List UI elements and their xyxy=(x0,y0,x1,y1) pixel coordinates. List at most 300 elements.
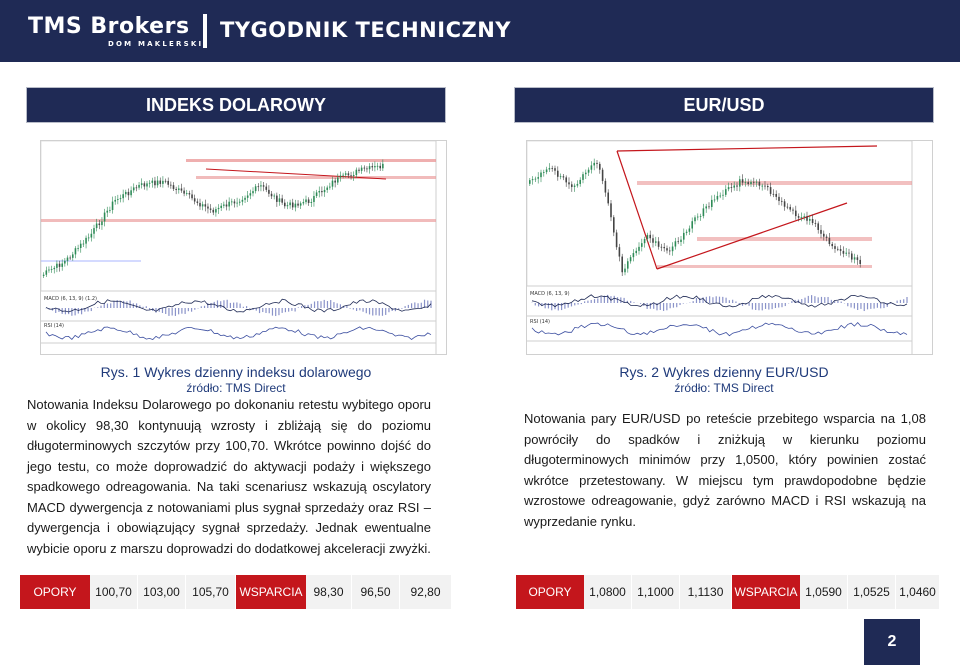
candle-body xyxy=(356,170,358,175)
macd-histogram-bar xyxy=(220,301,221,308)
candle-body xyxy=(361,168,363,171)
macd-histogram-bar xyxy=(55,308,56,313)
candle-body xyxy=(305,199,307,202)
candle-body xyxy=(337,177,339,182)
candle-body xyxy=(605,181,607,193)
macd-histogram-bar xyxy=(146,306,147,308)
resistance-value: 103,00 xyxy=(138,575,186,609)
candle-body xyxy=(801,217,803,218)
candle-body xyxy=(114,200,116,202)
macd-histogram-bar xyxy=(614,296,615,303)
macd-histogram-bar xyxy=(791,301,792,303)
macd-histogram-bar xyxy=(295,308,296,312)
resistance-value: 1,1000 xyxy=(632,575,680,609)
candle-body xyxy=(99,224,101,226)
candle-body xyxy=(350,175,352,176)
macd-histogram-bar xyxy=(421,303,422,308)
candle-body xyxy=(733,186,735,188)
macd-histogram-bar xyxy=(97,307,98,308)
macd-histogram-bar xyxy=(353,308,354,310)
macd-histogram-bar xyxy=(850,303,851,307)
candle-body xyxy=(529,180,531,184)
candle-body xyxy=(812,219,814,223)
macd-histogram-bar xyxy=(395,308,396,311)
candle-body xyxy=(318,191,320,192)
candle-body xyxy=(77,248,79,249)
macd-histogram-bar xyxy=(298,307,299,308)
candle-body xyxy=(703,208,705,216)
macd-histogram-bar xyxy=(564,303,565,309)
candle-body xyxy=(133,187,135,190)
candle-body xyxy=(120,198,122,199)
macd-histogram-bar xyxy=(230,303,231,308)
candle-body xyxy=(753,182,755,183)
candle-body xyxy=(228,202,230,207)
candle-body xyxy=(616,232,618,247)
macd-histogram-bar xyxy=(408,305,409,308)
candle-body xyxy=(551,168,553,169)
macd-histogram-bar xyxy=(867,303,868,309)
candle-body xyxy=(183,191,185,194)
candle-body xyxy=(324,190,326,192)
candle-body xyxy=(708,206,710,207)
macd-histogram-bar xyxy=(227,300,228,308)
candle-body xyxy=(207,207,209,209)
candle-body xyxy=(178,188,180,189)
candle-body xyxy=(680,240,682,242)
macd-histogram-bar xyxy=(666,303,667,310)
candle-body xyxy=(613,217,615,232)
macd-histogram-bar xyxy=(709,296,710,303)
macd-histogram-bar xyxy=(811,295,812,303)
candle-body xyxy=(537,177,539,179)
macd-histogram-bar xyxy=(162,308,163,313)
macd-histogram-bar xyxy=(259,308,260,313)
candle-body xyxy=(67,258,69,261)
candle-body xyxy=(658,241,660,246)
macd-histogram-bar xyxy=(382,308,383,316)
candle-body xyxy=(141,183,143,185)
candle-body xyxy=(377,166,379,167)
candle-body xyxy=(69,258,71,259)
candle-body xyxy=(778,197,780,201)
candle-body xyxy=(582,174,584,180)
macd-histogram-bar xyxy=(749,303,750,306)
candle-body xyxy=(170,185,172,186)
candle-body xyxy=(72,254,74,257)
macd-histogram-bar xyxy=(340,304,341,308)
macd-histogram-bar xyxy=(870,303,871,309)
macd-histogram-bar xyxy=(633,302,634,303)
macd-histogram-bar xyxy=(897,301,898,303)
candle-body xyxy=(154,181,156,186)
candle-body xyxy=(276,196,278,202)
macd-histogram-bar xyxy=(327,301,328,308)
macd-histogram-bar xyxy=(768,303,769,310)
macd-histogram-bar xyxy=(359,308,360,310)
eurusd-chart xyxy=(526,140,933,355)
candle-body xyxy=(345,173,347,174)
macd-histogram-bar xyxy=(775,303,776,308)
candle-body xyxy=(334,181,336,183)
section-title-dollar-index: INDEKS DOLAROWY xyxy=(27,88,445,122)
macd-histogram-bar xyxy=(804,298,805,303)
figure-2-source: źródło: TMS Direct xyxy=(674,381,774,395)
candle-body xyxy=(761,186,763,187)
macd-histogram-bar xyxy=(729,300,730,303)
candle-body xyxy=(557,171,559,177)
candle-body xyxy=(689,229,691,232)
candle-body xyxy=(574,186,576,187)
candle-body xyxy=(535,179,537,180)
candle-body xyxy=(859,260,861,264)
candle-body xyxy=(231,201,233,202)
candle-body xyxy=(722,195,724,196)
macd-histogram-bar xyxy=(233,303,234,308)
macd-histogram-bar xyxy=(755,303,756,310)
candle-body xyxy=(787,207,789,208)
macd-histogram-bar xyxy=(831,300,832,303)
macd-histogram-bar xyxy=(778,303,779,308)
macd-histogram-bar xyxy=(874,303,875,309)
macd-histogram-bar xyxy=(372,308,373,316)
candle-body xyxy=(739,179,741,186)
candle-body xyxy=(621,257,623,273)
macd-histogram-bar xyxy=(188,308,189,311)
candle-body xyxy=(543,172,545,173)
candle-body xyxy=(655,241,657,242)
candle-body xyxy=(759,182,761,186)
candle-body xyxy=(750,182,752,184)
candle-body xyxy=(46,270,48,274)
candle-body xyxy=(236,203,238,204)
candle-body xyxy=(711,200,713,207)
candle-body xyxy=(725,189,727,195)
candle-body xyxy=(826,237,828,238)
macd-histogram-bar xyxy=(640,303,641,304)
candle-body xyxy=(289,203,291,206)
macd-histogram-bar xyxy=(346,306,347,308)
macd-histogram-bar xyxy=(864,303,865,311)
candle-body xyxy=(831,244,833,246)
candle-body xyxy=(596,163,598,164)
candle-body xyxy=(329,187,331,188)
support-value: 92,80 xyxy=(400,575,452,609)
macd-histogram-bar xyxy=(100,306,101,308)
macd-histogram-bar xyxy=(401,308,402,309)
candle-body xyxy=(162,181,164,184)
macd-histogram-bar xyxy=(841,302,842,303)
macd-histogram-bar xyxy=(172,308,173,316)
candle-body xyxy=(633,253,635,257)
candle-body xyxy=(764,186,766,187)
macd-histogram-bar xyxy=(679,303,680,305)
candle-body xyxy=(260,185,262,186)
candle-body xyxy=(205,204,207,206)
candle-body xyxy=(747,182,749,184)
macd-histogram-bar xyxy=(561,303,562,310)
candle-body xyxy=(297,204,299,206)
publication-title: TYGODNIK TECHNICZNY xyxy=(220,18,511,42)
candle-body xyxy=(93,228,95,234)
macd-histogram-bar xyxy=(827,297,828,303)
support-value: 1,0460 xyxy=(896,575,940,609)
candle-body xyxy=(379,166,381,168)
support-header: WSPARCIA xyxy=(236,575,306,609)
candle-body xyxy=(694,217,696,221)
macd-histogram-bar xyxy=(587,301,588,303)
header-divider xyxy=(203,14,207,48)
candle-body xyxy=(75,248,77,254)
logo-subtext: DOM MAKLERSKI xyxy=(108,40,204,48)
logo-text: TMS Brokers xyxy=(28,14,190,39)
macd-histogram-bar xyxy=(362,308,363,312)
macd-histogram-bar xyxy=(758,303,759,310)
macd-histogram-bar xyxy=(781,303,782,307)
macd-histogram-bar xyxy=(301,306,302,308)
macd-histogram-bar xyxy=(285,308,286,312)
macd-histogram-bar xyxy=(772,303,773,309)
candle-body xyxy=(167,181,169,185)
resistance-zone xyxy=(186,159,436,162)
candle-body xyxy=(647,235,649,239)
macd-histogram-bar xyxy=(113,301,114,308)
candle-body xyxy=(700,216,702,217)
macd-histogram-bar xyxy=(350,308,351,309)
candle-body xyxy=(577,184,579,186)
candle-body xyxy=(803,216,805,217)
macd-histogram-bar xyxy=(837,301,838,303)
macd-histogram-bar xyxy=(814,296,815,303)
macd-histogram-bar xyxy=(683,303,684,304)
candle-body xyxy=(697,217,699,218)
macd-histogram-bar xyxy=(337,303,338,308)
macd-histogram-bar xyxy=(246,306,247,308)
candle-body xyxy=(546,169,548,172)
candle-body xyxy=(109,210,111,211)
candle-body xyxy=(834,246,836,249)
candle-body xyxy=(273,196,275,197)
candle-body xyxy=(255,186,257,191)
macd-histogram-bar xyxy=(191,308,192,312)
candle-body xyxy=(250,193,252,195)
macd-histogram-bar xyxy=(834,301,835,303)
candle-body xyxy=(627,261,629,268)
candle-body xyxy=(806,216,808,220)
candle-body xyxy=(565,177,567,182)
candle-body xyxy=(53,268,55,269)
candle-body xyxy=(540,173,542,178)
macd-histogram-bar xyxy=(217,300,218,308)
candle-body xyxy=(815,223,817,224)
macd-histogram-bar xyxy=(68,308,69,314)
candle-body xyxy=(308,199,310,202)
candle-body xyxy=(742,179,744,182)
candle-body xyxy=(136,187,138,188)
candle-body xyxy=(369,166,371,169)
candle-body xyxy=(563,176,565,177)
macd-histogram-bar xyxy=(262,308,263,312)
candle-body xyxy=(48,270,50,271)
candle-body xyxy=(303,202,305,203)
candle-body xyxy=(61,264,63,267)
macd-histogram-bar xyxy=(535,303,536,305)
macd-histogram-bar xyxy=(883,303,884,308)
resistance-value: 100,70 xyxy=(90,575,138,609)
eurusd-levels-table xyxy=(516,575,940,609)
candle-body xyxy=(610,203,612,217)
macd-histogram-bar xyxy=(168,308,169,316)
macd-histogram-bar xyxy=(240,304,241,308)
macd-histogram-bar xyxy=(185,308,186,314)
candle-body xyxy=(579,180,581,184)
macd-histogram-bar xyxy=(900,300,901,303)
candle-body xyxy=(854,257,856,259)
candle-body xyxy=(287,205,289,206)
candle-body xyxy=(159,181,161,184)
macd-histogram-bar xyxy=(201,306,202,308)
eurusd-commentary: Notowania pary EUR/USD po reteście przebitego wsparcia na 1,08 powróciły do spadków i zniżkują w kierunku poziomu długoterminowych minimów przy 1,0500, który powinien zostać wkrótce przetestowany. W miejscu tym prawdopodobne będzie wzrostowe odreagowanie, gdyż zarówno MACD i RSI wskazują na wyprzedanie rynku. xyxy=(524,411,926,529)
support-zone xyxy=(41,219,436,222)
dollar-index-levels-table xyxy=(20,575,452,609)
candle-body xyxy=(767,186,769,187)
macd-histogram-bar xyxy=(104,304,105,308)
macd-histogram-bar xyxy=(405,306,406,308)
macd-histogram-bar xyxy=(906,297,907,303)
macd-histogram-bar xyxy=(317,301,318,308)
macd-histogram-bar xyxy=(571,303,572,306)
candle-body xyxy=(675,241,677,246)
macd-histogram-bar xyxy=(91,308,92,311)
macd-histogram-bar xyxy=(126,301,127,308)
macd-histogram-bar xyxy=(320,301,321,308)
resistance-value: 105,70 xyxy=(186,575,236,609)
macd-histogram-bar xyxy=(860,303,861,309)
candle-body xyxy=(554,168,556,171)
candle-body xyxy=(242,200,244,202)
candle-body xyxy=(265,187,267,190)
candle-body xyxy=(117,199,119,200)
candle-body xyxy=(165,181,167,182)
macd-histogram-bar xyxy=(887,303,888,307)
candle-body xyxy=(358,170,360,171)
candle-body xyxy=(316,192,318,196)
macd-histogram-bar xyxy=(650,303,651,309)
candle-body xyxy=(342,175,344,176)
macd-histogram-bar xyxy=(847,303,848,306)
candle-body xyxy=(199,203,201,206)
candle-body xyxy=(186,193,188,194)
candle-body xyxy=(101,221,103,225)
macd-histogram-bar xyxy=(584,301,585,303)
macd-histogram-bar xyxy=(411,303,412,308)
macd-histogram-bar xyxy=(801,299,802,303)
candle-body xyxy=(271,194,273,196)
macd-histogram-bar xyxy=(236,302,237,308)
candle-body xyxy=(840,249,842,251)
macd-histogram-bar xyxy=(417,303,418,308)
candle-body xyxy=(775,194,777,197)
candle-body xyxy=(281,198,283,202)
candle-body xyxy=(321,191,323,192)
candle-body xyxy=(784,201,786,206)
candle-body xyxy=(210,209,212,210)
macd-histogram-bar xyxy=(673,303,674,308)
candle-body xyxy=(691,221,693,228)
candle-body xyxy=(728,187,730,189)
candle-body xyxy=(607,193,609,204)
candle-body xyxy=(823,234,825,237)
candle-body xyxy=(234,201,236,203)
macd-histogram-bar xyxy=(314,301,315,308)
tms-brokers-logo xyxy=(28,14,204,50)
candle-body xyxy=(661,247,663,248)
macd-histogram-bar xyxy=(660,303,661,310)
support-value: 98,30 xyxy=(306,575,352,609)
candle-body xyxy=(795,211,797,217)
macd-label: MACD (6, 13, 9) xyxy=(530,291,570,297)
macd-histogram-bar xyxy=(269,308,270,313)
candle-body xyxy=(571,184,573,187)
candle-body xyxy=(292,203,294,208)
candle-body xyxy=(809,219,811,221)
candle-body xyxy=(820,230,822,234)
macd-histogram-bar xyxy=(194,308,195,310)
macd-histogram-bar xyxy=(107,304,108,308)
macd-histogram-bar xyxy=(120,301,121,308)
macd-histogram-bar xyxy=(369,308,370,314)
candle-body xyxy=(157,181,159,186)
candle-body xyxy=(122,194,124,198)
macd-histogram-bar xyxy=(243,307,244,308)
candle-body xyxy=(130,190,132,195)
candle-body xyxy=(149,183,151,184)
candle-body xyxy=(630,257,632,261)
candle-body xyxy=(263,185,265,186)
macd-histogram-bar xyxy=(136,303,137,308)
macd-histogram-bar xyxy=(155,308,156,313)
eurusd-chart-svg xyxy=(527,141,932,354)
macd-histogram-bar xyxy=(765,303,766,309)
candle-body xyxy=(371,166,373,167)
macd-histogram-bar xyxy=(333,302,334,308)
macd-histogram-bar xyxy=(577,303,578,305)
candle-body xyxy=(719,196,721,197)
candle-body xyxy=(532,179,534,180)
candle-body xyxy=(756,182,758,183)
macd-histogram-bar xyxy=(762,303,763,310)
figure-1-source: źródło: TMS Direct xyxy=(186,381,286,395)
macd-histogram-bar xyxy=(880,303,881,308)
candle-body xyxy=(792,210,794,211)
macd-histogram-bar xyxy=(630,301,631,303)
macd-histogram-bar xyxy=(597,298,598,303)
macd-histogram-bar xyxy=(398,308,399,309)
candle-body xyxy=(686,232,688,233)
macd-histogram-bar xyxy=(265,308,266,313)
candle-body xyxy=(382,164,384,168)
candle-body xyxy=(560,176,562,177)
candle-body xyxy=(843,251,845,254)
candle-body xyxy=(279,198,281,202)
macd-histogram-bar xyxy=(818,297,819,303)
candle-body xyxy=(268,190,270,194)
macd-histogram-bar xyxy=(821,297,822,303)
macd-histogram-bar xyxy=(272,308,273,316)
candle-body xyxy=(366,168,368,169)
candle-body xyxy=(717,196,719,200)
candle-body xyxy=(197,202,199,203)
